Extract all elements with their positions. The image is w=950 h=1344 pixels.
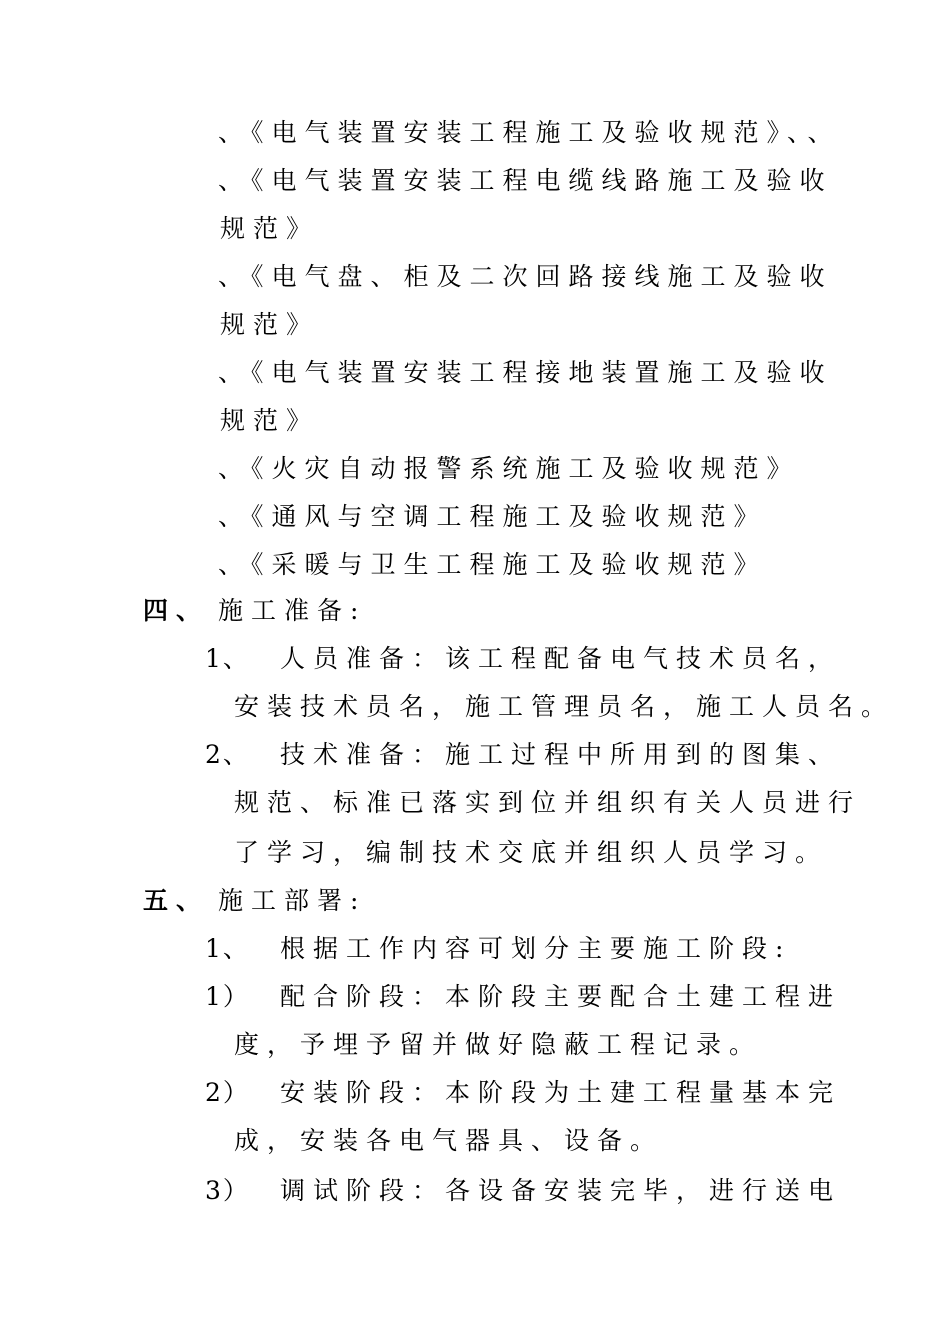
item-5-1-line-1: 根据工作内容可划分主要施工阶段: — [280, 934, 792, 963]
standard-line-5: 规范》 — [220, 310, 320, 339]
item-4-2-line-2: 规范、标准已落实到位并组织有关人员进行 — [234, 788, 862, 817]
section-5-title: 施工部署: — [218, 886, 367, 915]
item-5-3-number: 2） — [205, 1078, 250, 1107]
section-5-number: 五、 — [143, 886, 210, 915]
item-4-2-line-3: 了学习，编制技术交底并组织人员学习。 — [234, 838, 829, 867]
item-5-3-line-1: 安装阶段：本阶段为土建工程量基本完 — [280, 1078, 842, 1107]
item-5-2-line-2: 度，予埋予留并做好隐蔽工程记录。 — [234, 1030, 763, 1059]
item-4-1-line-1: 人员准备：该工程配备电气技术员名， — [280, 644, 842, 673]
standard-line-8: 、《火灾自动报警系统施工及验收规范》 — [218, 454, 800, 483]
section-4-title: 施工准备: — [218, 596, 367, 625]
section-4-number: 四、 — [143, 596, 210, 625]
item-5-1-number: 1、 — [205, 934, 250, 963]
standard-line-9: 、《通风与空调工程施工及验收规范》 — [218, 502, 767, 531]
standard-line-3: 规范》 — [220, 214, 320, 243]
item-5-4-number: 3） — [205, 1176, 250, 1205]
item-4-1-number: 1、 — [205, 644, 250, 673]
standard-line-1: 、《电气装置安装工程施工及验收规范》、、 — [218, 118, 841, 147]
item-5-3-line-2: 成，安装各电气器具、设备。 — [234, 1126, 664, 1155]
item-4-2-number: 2、 — [205, 740, 250, 769]
item-5-4-line-1: 调试阶段：各设备安装完毕，进行送电 — [280, 1176, 842, 1205]
standard-line-10: 、《采暖与卫生工程施工及验收规范》 — [218, 550, 767, 579]
standard-line-6: 、《电气装置安装工程接地装置施工及验收 — [218, 358, 833, 387]
item-4-2-line-1: 技术准备：施工过程中所用到的图集、 — [280, 740, 842, 769]
item-5-2-line-1: 配合阶段：本阶段主要配合土建工程进 — [280, 982, 842, 1011]
item-5-2-number: 1） — [205, 982, 250, 1011]
item-4-1-line-2: 安装技术员名，施工管理员名，施工人员名。 — [234, 692, 895, 721]
standard-line-4: 、《电气盘、柜及二次回路接线施工及验收 — [218, 262, 833, 291]
standard-line-2: 、《电气装置安装工程电缆线路施工及验收 — [218, 166, 833, 195]
standard-line-7: 规范》 — [220, 406, 320, 435]
